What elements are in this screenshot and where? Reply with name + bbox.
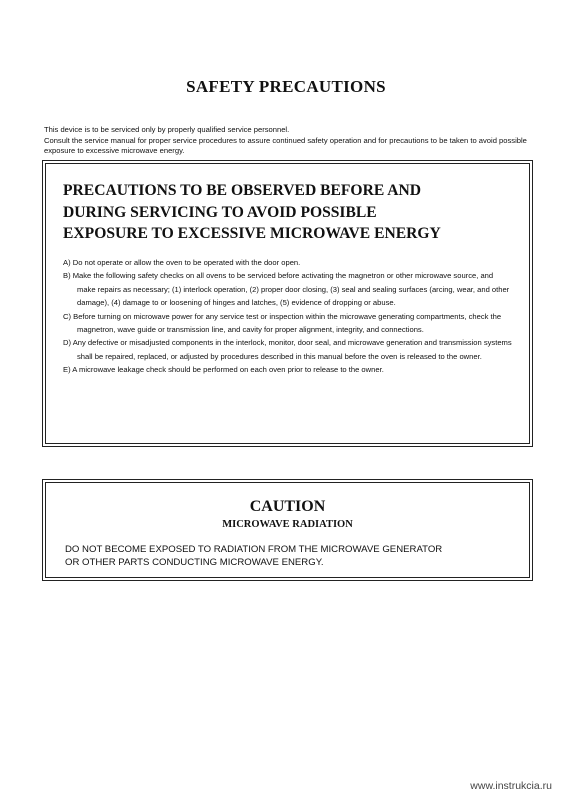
precautions-heading-line-3: EXPOSURE TO EXCESSIVE MICROWAVE ENERGY xyxy=(63,225,441,242)
precaution-item-e: E) A microwave leakage check should be performed on each oven prior to release to the owner. xyxy=(63,365,384,375)
caution-subtitle: MICROWAVE RADIATION xyxy=(222,519,353,530)
precautions-heading-line-2: DURING SERVICING TO AVOID POSSIBLE xyxy=(63,203,377,221)
precautions-heading xyxy=(63,180,513,245)
page-title: SAFETY PRECAUTIONS xyxy=(186,77,386,96)
precautions-box xyxy=(45,163,530,444)
caution-text-line-1: DO NOT BECOME EXPOSED TO RADIATION FROM THE MICROWAVE GENERATOR xyxy=(65,544,443,555)
watermark-link[interactable]: www.instrukcia.ru xyxy=(470,780,552,792)
caution-title: CAUTION xyxy=(249,498,326,515)
precaution-item-c: C) Before turning on microwave power for any service test or inspection within the microwave generating compartments, check the magnetron, wave guide or transmission line, and cavity for proper alignment, integrity, and connections. xyxy=(63,311,502,335)
precautions-heading-line-1: PRECAUTIONS TO BE OBSERVED BEFORE AND xyxy=(63,182,422,199)
intro-line-2: Consult the service manual for proper service procedures to assure continued safety operation and for precautions to be taken to avoid possible exposure to excessive microwave energy. xyxy=(44,135,527,155)
caution-text xyxy=(65,543,515,569)
intro-line-1: This device is to be serviced only by properly qualified service personnel. xyxy=(44,125,290,134)
intro-text xyxy=(44,125,534,157)
precautions-list xyxy=(63,256,513,377)
caution-text-line-2: OR OTHER PARTS CONDUCTING MICROWAVE ENERGY. xyxy=(65,557,324,569)
caution-box xyxy=(45,482,530,578)
precaution-item-a: A) Do not operate or allow the oven to be operated with the door open. xyxy=(63,258,301,267)
precaution-item-d: D) Any defective or misadjusted components in the interlock, monitor, door seal, and microwave generation and transmission systems shall be repaired, replaced, or adjusted by procedures described in this manual before the oven is released to the owner. xyxy=(63,338,512,361)
precaution-item-b: B) Make the following safety checks on all ovens to be serviced before activating the magnetron or other microwave source, and make repairs as necessary; (1) interlock operation, (2) proper door closing, (3) seal and sealing surfaces (arcing, wear, and other damage), (4) damage to or loosening of hinges and latches, (5) evidence of dropping or abuse. xyxy=(63,271,510,308)
